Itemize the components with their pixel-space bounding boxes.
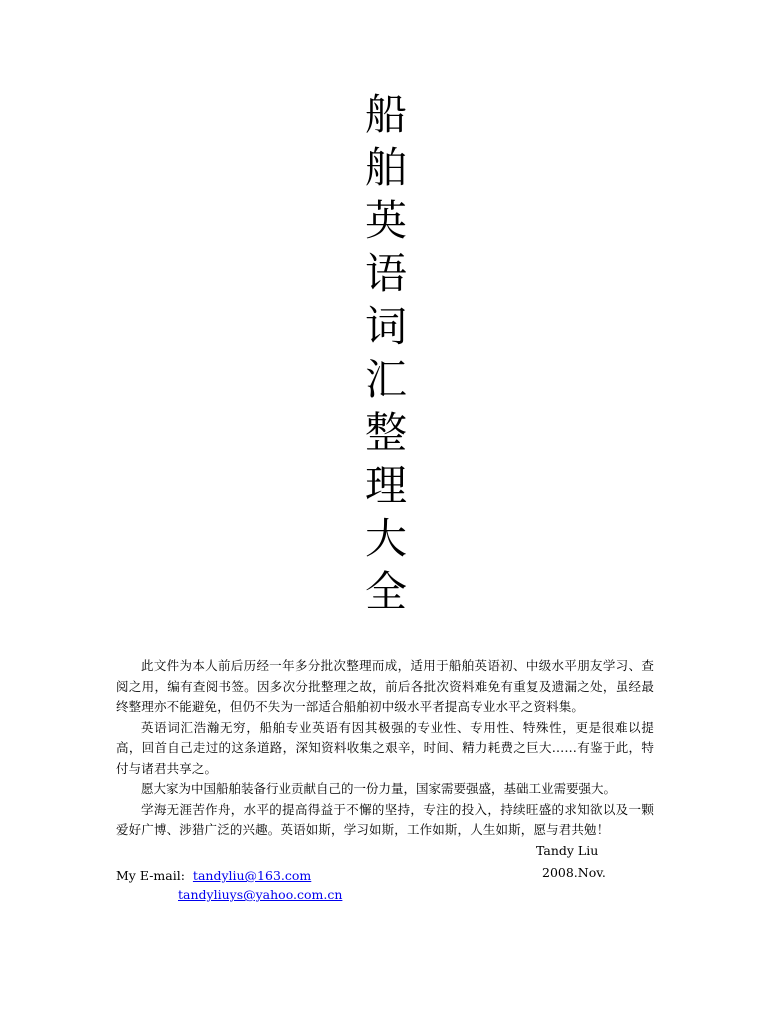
title-char: 英 (364, 196, 407, 245)
title-char: 全 (364, 567, 407, 616)
title-char: 舶 (364, 143, 407, 192)
title-char: 词 (364, 302, 407, 351)
preface-paragraph: 此文件为本人前后历经一年多分批次整理而成，适用于船舶英语初、中级水平朋友学习、查阅之用，编有查阅书签。因多次分批整理之故，前后各批次资料难免有重复及遗漏之处，虽经最终整理亦不能避免，但仍不失为一部适合船舶初中级水平者提高专业水平之资料集。 (116, 658, 654, 714)
vertical-title (360, 92, 412, 622)
title-char: 理 (364, 461, 407, 510)
email-line-secondary (116, 885, 342, 904)
email-link-secondary[interactable]: tandyliuys@yahoo.com.cn (178, 887, 343, 902)
preface-paragraph: 学海无涯苦作舟，水平的提高得益于不懈的坚持，专注的投入，持续旺盛的求知欲以及一颗爱好广博、涉猎广泛的兴趣。英语如斯，学习如斯，工作如斯，人生如斯，愿与君共勉！ (116, 801, 654, 837)
title-char: 语 (364, 249, 407, 298)
signature-name: Tandy Liu (536, 842, 599, 858)
title-char: 汇 (364, 355, 407, 404)
email-label: My E-mail: (116, 868, 185, 883)
preface-paragraph: 愿大家为中国船舶装备行业贡献自己的一份力量，国家需要强盛，基础工业需要强大。 (141, 781, 617, 796)
email-line-primary (116, 866, 342, 885)
signature-date: 2008.Nov. (542, 864, 606, 880)
email-link-primary[interactable]: tandyliu@163.com (192, 868, 312, 883)
preface-paragraph: 英语词汇浩瀚无穷，船舶专业英语有因其极强的专业性、专用性、特殊性，更是很难以提高，回首自己走过的这条道路，深知资料收集之艰辛，时间、精力耗费之巨大……有鉴于此，特付与诸君共享之。 (116, 719, 654, 776)
title-char: 大 (364, 514, 407, 563)
title-char: 整 (364, 408, 407, 457)
title-char: 船 (364, 90, 407, 139)
contact-block (116, 866, 342, 904)
